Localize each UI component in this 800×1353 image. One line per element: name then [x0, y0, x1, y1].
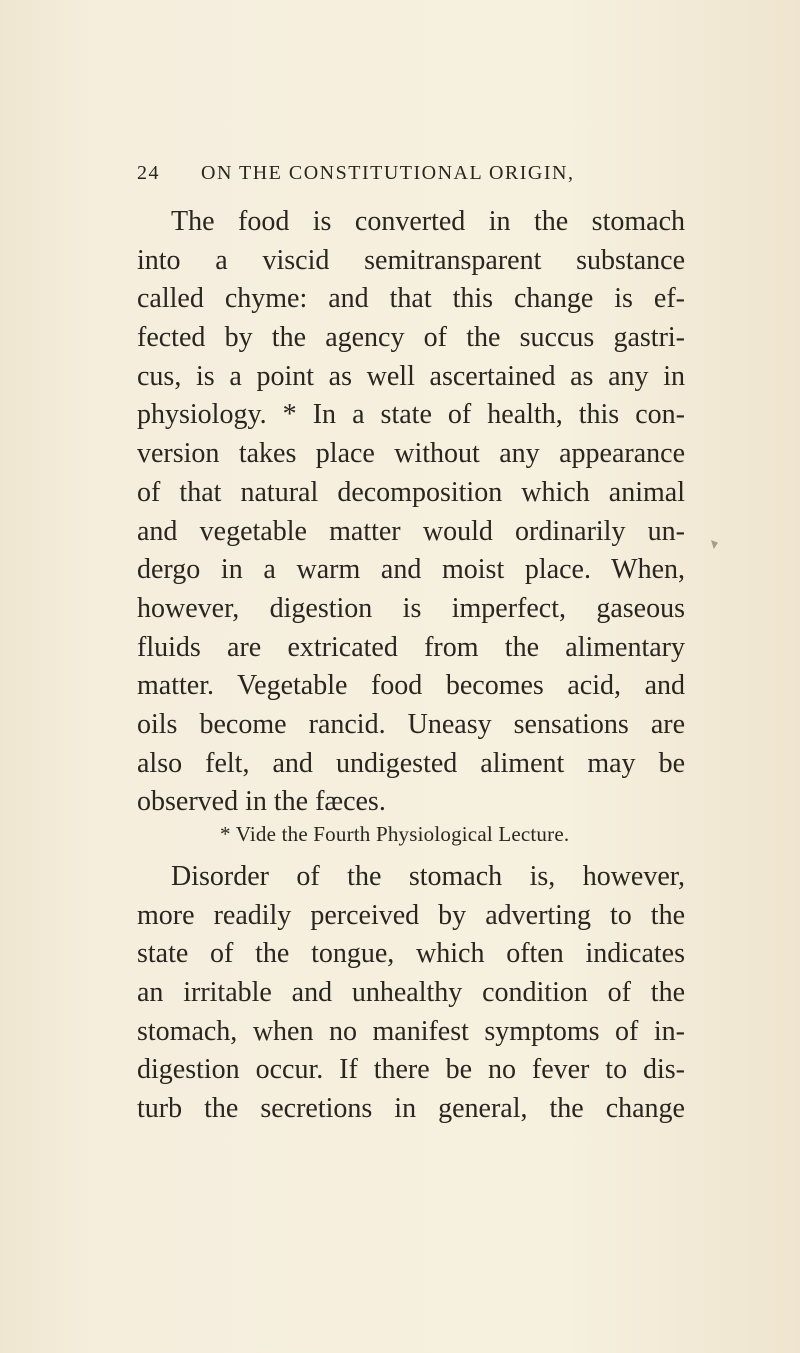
- running-head: ON THE CONSTITUTIONAL ORIGIN,: [201, 162, 575, 184]
- text-line: state of the tongue, which often indicates: [137, 938, 685, 970]
- page-header: [137, 162, 617, 192]
- text-line: an irritable and unhealthy condition of the: [137, 977, 685, 1009]
- text-line: observed in the fæces.: [137, 786, 386, 818]
- paragraph-1: [137, 203, 685, 822]
- text-line: physiology. * In a state of health, this con-: [137, 399, 685, 431]
- text-line: oils become rancid. Uneasy sensations are: [137, 708, 685, 740]
- paragraph-2: [137, 858, 685, 1129]
- text-line: fected by the agency of the succus gastri-: [137, 322, 685, 354]
- text-line: of that natural decomposition which animal: [137, 476, 685, 508]
- text-line: dergo in a warm and moist place. When,: [137, 554, 685, 586]
- text-line: version takes place without any appearance: [137, 438, 685, 470]
- page-number: 24: [137, 162, 160, 184]
- text-line: Disorder of the stomach is, however,: [171, 861, 685, 892]
- text-line: also felt, and undigested aliment may be: [137, 747, 685, 779]
- text-line: The food is converted in the stomach: [171, 206, 685, 237]
- text-line: stomach, when no manifest symptoms of in-: [137, 1015, 685, 1047]
- text-line: however, digestion is imperfect, gaseous: [137, 592, 685, 624]
- text-line: digestion occur. If there be no fever to dis-: [137, 1054, 685, 1086]
- text-line: fluids are extricated from the alimentary: [137, 631, 685, 663]
- body-text: [137, 203, 685, 1129]
- text-line: matter. Vegetable food becomes acid, and: [137, 670, 685, 702]
- footnote: * Vide the Fourth Physiological Lecture.: [220, 822, 570, 846]
- text-line: called chyme: and that this change is ef-: [137, 283, 685, 315]
- text-line: and vegetable matter would ordinarily un-: [137, 515, 685, 547]
- text-line: cus, is a point as well ascertained as any in: [137, 360, 685, 392]
- text-line: into a viscid semitransparent substance: [137, 244, 685, 276]
- ink-mark: [711, 540, 718, 549]
- text-line: more readily perceived by adverting to the: [137, 899, 685, 931]
- text-line: turb the secretions in general, the change: [137, 1093, 685, 1125]
